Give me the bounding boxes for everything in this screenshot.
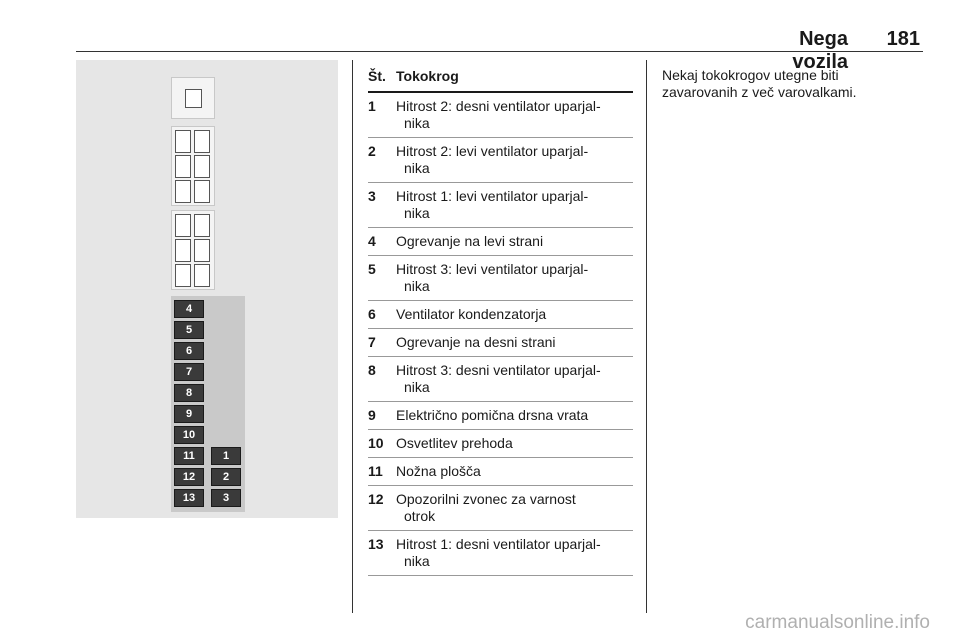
column-header-number: Št. — [368, 68, 386, 84]
table-row — [368, 402, 633, 430]
row-number: 4 — [368, 233, 376, 249]
row-text-continued: nika — [404, 379, 430, 395]
table-row — [368, 301, 633, 329]
table-row — [368, 183, 633, 228]
fuse-9: 9 — [174, 405, 204, 423]
relay-slot — [194, 130, 210, 153]
relay-single — [171, 77, 215, 119]
page-number: 181 — [886, 28, 920, 50]
watermark: carmanualsonline.info — [745, 612, 930, 633]
table-row — [368, 138, 633, 183]
relay-slot — [194, 264, 210, 287]
header-divider — [76, 51, 923, 52]
row-text: Hitrost 1: levi ventilator uparjal- — [396, 188, 589, 204]
row-text: Hitrost 1: desni ventilator uparjal- — [396, 536, 601, 552]
relay-slot — [175, 180, 191, 203]
relay-slot — [175, 155, 191, 178]
row-number: 1 — [368, 98, 376, 114]
row-text-continued: nika — [404, 553, 430, 569]
relay-slot — [175, 264, 191, 287]
table-row — [368, 357, 633, 402]
table-row — [368, 531, 633, 576]
row-number: 9 — [368, 407, 376, 423]
row-number: 13 — [368, 536, 384, 552]
row-text-continued: nika — [404, 160, 430, 176]
row-text: Električno pomična drsna vrata — [396, 407, 589, 423]
table-row — [368, 256, 633, 301]
relay-slot — [194, 180, 210, 203]
fuse-box-diagram — [76, 60, 338, 518]
row-text: Hitrost 3: desni ventilator uparjal- — [396, 362, 601, 378]
relay-slot — [175, 239, 191, 262]
relay-slot — [175, 214, 191, 237]
circuit-table — [368, 67, 633, 576]
row-text: Opozorilni zvonec za varnost — [396, 491, 576, 507]
row-text: Ogrevanje na desni strani — [396, 334, 556, 350]
fuse-1: 1 — [211, 447, 241, 465]
row-text: Osvetlitev prehoda — [396, 435, 513, 451]
row-text-continued: nika — [404, 115, 430, 131]
note-line: Nekaj tokokrogov utegne biti — [662, 67, 839, 83]
fuse-11: 11 — [174, 447, 204, 465]
row-text: Ogrevanje na levi strani — [396, 233, 544, 249]
row-number: 8 — [368, 362, 376, 378]
row-text-continued: nika — [404, 278, 430, 294]
table-row — [368, 228, 633, 256]
relay-slot — [194, 239, 210, 262]
row-text-continued: otrok — [404, 508, 436, 524]
fuse-7: 7 — [174, 363, 204, 381]
row-text: Hitrost 3: levi ventilator uparjal- — [396, 261, 589, 277]
table-row — [368, 486, 633, 531]
fuse-6: 6 — [174, 342, 204, 360]
note-text — [662, 67, 922, 101]
row-text-continued: nika — [404, 205, 430, 221]
row-number: 7 — [368, 334, 376, 350]
row-text: Hitrost 2: levi ventilator uparjal- — [396, 143, 589, 159]
column-divider — [646, 60, 647, 613]
row-text: Ventilator kondenzatorja — [396, 306, 547, 322]
row-number: 6 — [368, 306, 376, 322]
relay-slot — [175, 130, 191, 153]
column-header-circuit: Tokokrog — [396, 68, 459, 84]
relay-slot — [185, 89, 202, 108]
fuse-5: 5 — [174, 321, 204, 339]
row-number: 3 — [368, 188, 376, 204]
table-header — [368, 67, 633, 93]
fuse-13: 13 — [174, 489, 204, 507]
row-number: 5 — [368, 261, 376, 277]
table-row — [368, 430, 633, 458]
row-text: Nožna plošča — [396, 463, 481, 479]
relay-slot — [194, 155, 210, 178]
relay-block-lower — [171, 210, 215, 290]
relay-slot — [194, 214, 210, 237]
table-row — [368, 93, 633, 138]
row-number: 10 — [368, 435, 384, 451]
row-number: 2 — [368, 143, 376, 159]
row-text: Hitrost 2: desni ventilator uparjal- — [396, 98, 601, 114]
column-divider — [352, 60, 353, 613]
note-line: zavarovanih z več varovalkami. — [662, 84, 857, 100]
fuse-12: 12 — [174, 468, 204, 486]
row-number: 12 — [368, 491, 384, 507]
fuse-panel — [171, 296, 245, 512]
table-row — [368, 329, 633, 357]
fuse-8: 8 — [174, 384, 204, 402]
fuse-10: 10 — [174, 426, 204, 444]
fuse-3: 3 — [211, 489, 241, 507]
table-row — [368, 458, 633, 486]
relay-block-upper — [171, 126, 215, 206]
section-title: Nega vozila — [792, 28, 848, 73]
row-number: 11 — [368, 463, 383, 479]
fuse-4: 4 — [174, 300, 204, 318]
fuse-2: 2 — [211, 468, 241, 486]
